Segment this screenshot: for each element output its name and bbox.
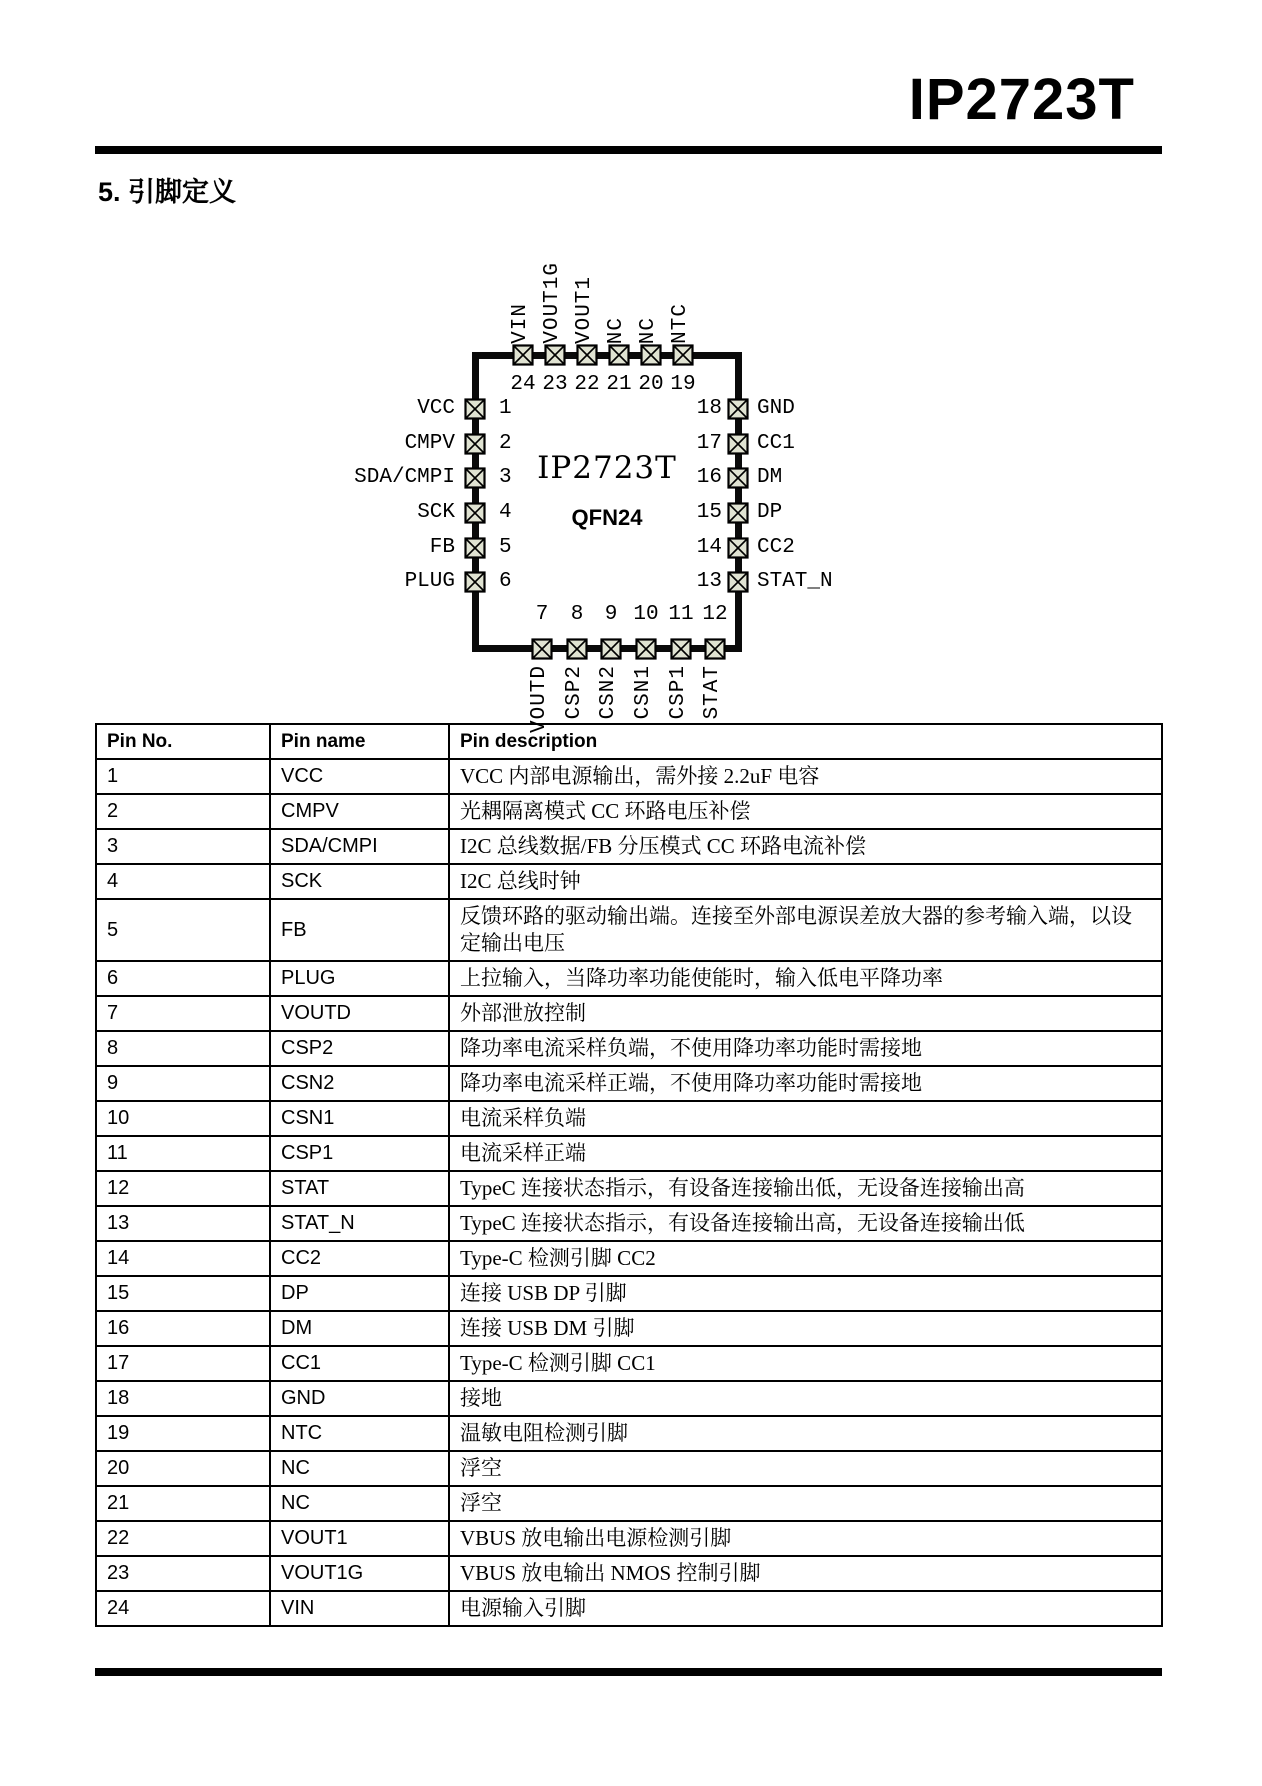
- pin-name-cell: CSN2: [270, 1066, 449, 1101]
- pin-square: [566, 638, 588, 660]
- pin-square: [512, 344, 534, 366]
- pin-pad-icon: [670, 638, 692, 660]
- pin-label: SCK: [417, 501, 455, 524]
- pin-name-cell: NC: [270, 1486, 449, 1521]
- pin-row: [96, 1311, 1162, 1346]
- pin-label: STAT_N: [757, 570, 833, 593]
- pin-number: 7: [535, 603, 549, 626]
- pin-no-cell: 17: [96, 1346, 270, 1381]
- pin-pad-icon: [600, 638, 622, 660]
- pin-name-cell: CSP2: [270, 1031, 449, 1066]
- pin-square: [727, 537, 749, 559]
- pin-label: CC2: [757, 536, 795, 559]
- pin-no-cell: 23: [96, 1556, 270, 1591]
- pin-square: [727, 467, 749, 489]
- pin-number: 15: [696, 501, 722, 524]
- pin-square: [464, 502, 486, 524]
- pin-desc-cell: 浮空: [449, 1486, 1162, 1521]
- pin-number: 18: [696, 397, 722, 420]
- pin-desc-cell: I2C 总线时钟: [449, 864, 1162, 899]
- pin-desc-cell: Type-C 检测引脚 CC1: [449, 1346, 1162, 1381]
- pin-pad-icon: [727, 537, 749, 559]
- pin-desc-cell: 光耦隔离模式 CC 环路电压补偿: [449, 794, 1162, 829]
- pin-square: [727, 433, 749, 455]
- pin-label: VIN: [509, 303, 532, 344]
- pin-row: [96, 961, 1162, 996]
- pin-row: [96, 829, 1162, 864]
- pin-pad-icon: [544, 344, 566, 366]
- pin-pad-icon: [464, 433, 486, 455]
- pin-square: [576, 344, 598, 366]
- pin-pad-icon: [464, 467, 486, 489]
- pin-label: CSP2: [563, 665, 586, 720]
- pin-square: [727, 571, 749, 593]
- pin-pad-icon: [640, 344, 662, 366]
- pin-label: CSN2: [597, 665, 620, 720]
- pin-desc-cell: 连接 USB DP 引脚: [449, 1276, 1162, 1311]
- header-rule: [95, 146, 1162, 154]
- pin-name-cell: FB: [270, 899, 449, 961]
- pin-no-cell: 8: [96, 1031, 270, 1066]
- pin-name-cell: VCC: [270, 759, 449, 794]
- pin-no-cell: 3: [96, 829, 270, 864]
- column-header-pin-no: Pin No.: [96, 724, 270, 759]
- pin-name-cell: STAT_N: [270, 1206, 449, 1241]
- pin-number: 5: [499, 536, 512, 559]
- pin-row: [96, 1346, 1162, 1381]
- pin-no-cell: 19: [96, 1416, 270, 1451]
- pin-name-cell: SDA/CMPI: [270, 829, 449, 864]
- pin-no-cell: 2: [96, 794, 270, 829]
- pin-row: [96, 1136, 1162, 1171]
- pin-label: VCC: [417, 397, 455, 420]
- pin-desc-cell: VBUS 放电输出 NMOS 控制引脚: [449, 1556, 1162, 1591]
- pin-name-cell: DM: [270, 1311, 449, 1346]
- pin-desc-cell: 接地: [449, 1381, 1162, 1416]
- pin-number: 12: [702, 603, 728, 626]
- pin-row: [96, 1486, 1162, 1521]
- column-header-pin-name: Pin name: [270, 724, 449, 759]
- pin-no-cell: 9: [96, 1066, 270, 1101]
- pin-no-cell: 16: [96, 1311, 270, 1346]
- chip-diagram: [95, 232, 1162, 734]
- pin-desc-cell: 电流采样负端: [449, 1101, 1162, 1136]
- pin-row: [96, 1556, 1162, 1591]
- pin-desc-cell: I2C 总线数据/FB 分压模式 CC 环路电流补偿: [449, 829, 1162, 864]
- pin-label: VOUT1G: [541, 262, 564, 344]
- pin-row: [96, 864, 1162, 899]
- pin-pad-icon: [576, 344, 598, 366]
- pin-no-cell: 20: [96, 1451, 270, 1486]
- pin-pad-icon: [464, 502, 486, 524]
- pin-row: [96, 1241, 1162, 1276]
- chip-package-label: QFN24: [571, 505, 643, 530]
- pin-square: [672, 344, 694, 366]
- pin-label: VOUT1: [573, 275, 596, 344]
- pin-pad-icon: [464, 537, 486, 559]
- pin-label: NC: [637, 316, 660, 344]
- pin-no-cell: 7: [96, 996, 270, 1031]
- pin-square: [727, 398, 749, 420]
- pin-name-cell: CC1: [270, 1346, 449, 1381]
- pin-pad-icon: [464, 398, 486, 420]
- pin-no-cell: 21: [96, 1486, 270, 1521]
- pin-no-cell: 6: [96, 961, 270, 996]
- pin-square: [600, 638, 622, 660]
- pin-desc-cell: Type-C 检测引脚 CC2: [449, 1241, 1162, 1276]
- pin-row: [96, 759, 1162, 794]
- pin-pad-icon: [672, 344, 694, 366]
- pin-no-cell: 10: [96, 1101, 270, 1136]
- pin-number: 8: [570, 603, 584, 626]
- pin-desc-cell: 反馈环路的驱动输出端。连接至外部电源误差放大器的参考输入端，以设定输出电压: [449, 899, 1162, 961]
- pin-desc-cell: 降功率电流采样负端，不使用降功率功能时需接地: [449, 1031, 1162, 1066]
- pin-name-cell: NTC: [270, 1416, 449, 1451]
- pin-desc-cell: 电流采样正端: [449, 1136, 1162, 1171]
- pin-square: [727, 502, 749, 524]
- pin-no-cell: 1: [96, 759, 270, 794]
- pin-pad-icon: [727, 502, 749, 524]
- pin-square: [635, 638, 657, 660]
- pin-name-cell: VIN: [270, 1591, 449, 1626]
- pin-pad-icon: [727, 467, 749, 489]
- pin-number: 23: [542, 373, 568, 396]
- pin-row: [96, 1416, 1162, 1451]
- pin-name-cell: CSN1: [270, 1101, 449, 1136]
- pin-number: 6: [499, 570, 512, 593]
- pin-name-cell: DP: [270, 1276, 449, 1311]
- pin-label: NC: [605, 316, 628, 344]
- pin-row: [96, 1171, 1162, 1206]
- pin-table-header-row: [96, 724, 1162, 759]
- pin-pad-icon: [727, 571, 749, 593]
- pin-row: [96, 1591, 1162, 1626]
- pin-square: [464, 467, 486, 489]
- pin-row: [96, 996, 1162, 1031]
- pin-square: [464, 398, 486, 420]
- pin-square: [464, 433, 486, 455]
- pin-label: CC1: [757, 432, 795, 455]
- footer-rule: [95, 1668, 1162, 1676]
- pin-row: [96, 899, 1162, 961]
- pin-number: 17: [696, 432, 722, 455]
- pin-no-cell: 13: [96, 1206, 270, 1241]
- pin-number: 22: [574, 373, 600, 396]
- pin-desc-cell: 温敏电阻检测引脚: [449, 1416, 1162, 1451]
- pin-label: PLUG: [404, 570, 455, 593]
- pin-square: [670, 638, 692, 660]
- pin-square: [544, 344, 566, 366]
- pin-label: SDA/CMPI: [354, 466, 455, 489]
- pin-pad-icon: [608, 344, 630, 366]
- pin-square: [640, 344, 662, 366]
- pin-name-cell: SCK: [270, 864, 449, 899]
- pin-pad-icon: [704, 638, 726, 660]
- page-title: IP2723T: [908, 67, 1135, 132]
- pin-no-cell: 22: [96, 1521, 270, 1556]
- pin-number: 20: [638, 373, 664, 396]
- pin-no-cell: 18: [96, 1381, 270, 1416]
- pin-name-cell: CSP1: [270, 1136, 449, 1171]
- column-header-pin-desc: Pin description: [449, 724, 1162, 759]
- pin-no-cell: 11: [96, 1136, 270, 1171]
- pin-row: [96, 1206, 1162, 1241]
- pin-number: 3: [499, 466, 512, 489]
- pin-name-cell: NC: [270, 1451, 449, 1486]
- pin-pad-icon: [727, 398, 749, 420]
- pin-pad-icon: [531, 638, 553, 660]
- pin-name-cell: VOUT1G: [270, 1556, 449, 1591]
- pin-label: VOUTD: [528, 665, 551, 734]
- pin-number: 19: [670, 373, 696, 396]
- pin-desc-cell: 上拉输入，当降功率功能使能时，输入低电平降功率: [449, 961, 1162, 996]
- pin-number: 4: [499, 501, 512, 524]
- pin-no-cell: 12: [96, 1171, 270, 1206]
- pin-square: [531, 638, 553, 660]
- pin-square: [464, 537, 486, 559]
- pin-desc-cell: 降功率电流采样正端，不使用降功率功能时需接地: [449, 1066, 1162, 1101]
- pin-label: GND: [757, 397, 795, 420]
- pin-row: [96, 1101, 1162, 1136]
- pin-desc-cell: 连接 USB DM 引脚: [449, 1311, 1162, 1346]
- pin-number: 9: [604, 603, 618, 626]
- pin-label: STAT: [701, 665, 724, 720]
- pin-label: CMPV: [404, 432, 455, 455]
- pin-pad-icon: [464, 571, 486, 593]
- pin-name-cell: GND: [270, 1381, 449, 1416]
- pin-name-cell: VOUT1: [270, 1521, 449, 1556]
- pin-number: 24: [510, 373, 536, 396]
- pin-row: [96, 1451, 1162, 1486]
- pin-label: FB: [429, 536, 455, 559]
- pin-row: [96, 1381, 1162, 1416]
- pin-label: NTC: [669, 303, 692, 344]
- pin-no-cell: 5: [96, 899, 270, 961]
- pin-row: [96, 1066, 1162, 1101]
- pin-name-cell: VOUTD: [270, 996, 449, 1031]
- pin-desc-cell: 电源输入引脚: [449, 1591, 1162, 1626]
- pin-pad-icon: [727, 433, 749, 455]
- pin-no-cell: 4: [96, 864, 270, 899]
- pin-name-cell: STAT: [270, 1171, 449, 1206]
- pin-number: 1: [499, 397, 512, 420]
- pin-desc-cell: 外部泄放控制: [449, 996, 1162, 1031]
- pin-label: DM: [757, 466, 783, 489]
- pin-row: [96, 794, 1162, 829]
- pin-row: [96, 1521, 1162, 1556]
- pin-desc-cell: TypeC 连接状态指示，有设备连接输出低，无设备连接输出高: [449, 1171, 1162, 1206]
- pin-number: 11: [668, 603, 694, 626]
- pin-row: [96, 1031, 1162, 1066]
- pin-pad-icon: [512, 344, 534, 366]
- pin-desc-cell: VCC 内部电源输出，需外接 2.2uF 电容: [449, 759, 1162, 794]
- pin-no-cell: 14: [96, 1241, 270, 1276]
- pin-label: CSP1: [667, 665, 690, 720]
- pin-square: [704, 638, 726, 660]
- pin-label: CSN1: [632, 665, 655, 720]
- pin-square: [608, 344, 630, 366]
- pin-table-body: [96, 759, 1162, 1626]
- section-heading: 5. 引脚定义: [98, 177, 237, 207]
- pin-no-cell: 15: [96, 1276, 270, 1311]
- pin-number: 21: [606, 373, 632, 396]
- pin-number: 13: [696, 570, 722, 593]
- pin-number: 2: [499, 432, 512, 455]
- pin-label: DP: [757, 501, 783, 524]
- pin-desc-cell: TypeC 连接状态指示，有设备连接输出高，无设备连接输出低: [449, 1206, 1162, 1241]
- chip-name-label: IP2723T: [537, 450, 677, 486]
- pin-table-head: [96, 724, 1162, 759]
- pin-number: 10: [633, 603, 659, 626]
- pin-no-cell: 24: [96, 1591, 270, 1626]
- pin-row: [96, 1276, 1162, 1311]
- pin-name-cell: PLUG: [270, 961, 449, 996]
- pin-name-cell: CMPV: [270, 794, 449, 829]
- pin-desc-cell: VBUS 放电输出电源检测引脚: [449, 1521, 1162, 1556]
- pin-number: 16: [696, 466, 722, 489]
- pin-desc-cell: 浮空: [449, 1451, 1162, 1486]
- pin-pad-icon: [566, 638, 588, 660]
- pin-square: [464, 571, 486, 593]
- pin-table: [95, 723, 1163, 1627]
- pin-name-cell: CC2: [270, 1241, 449, 1276]
- pin-number: 14: [696, 536, 722, 559]
- pin-pad-icon: [635, 638, 657, 660]
